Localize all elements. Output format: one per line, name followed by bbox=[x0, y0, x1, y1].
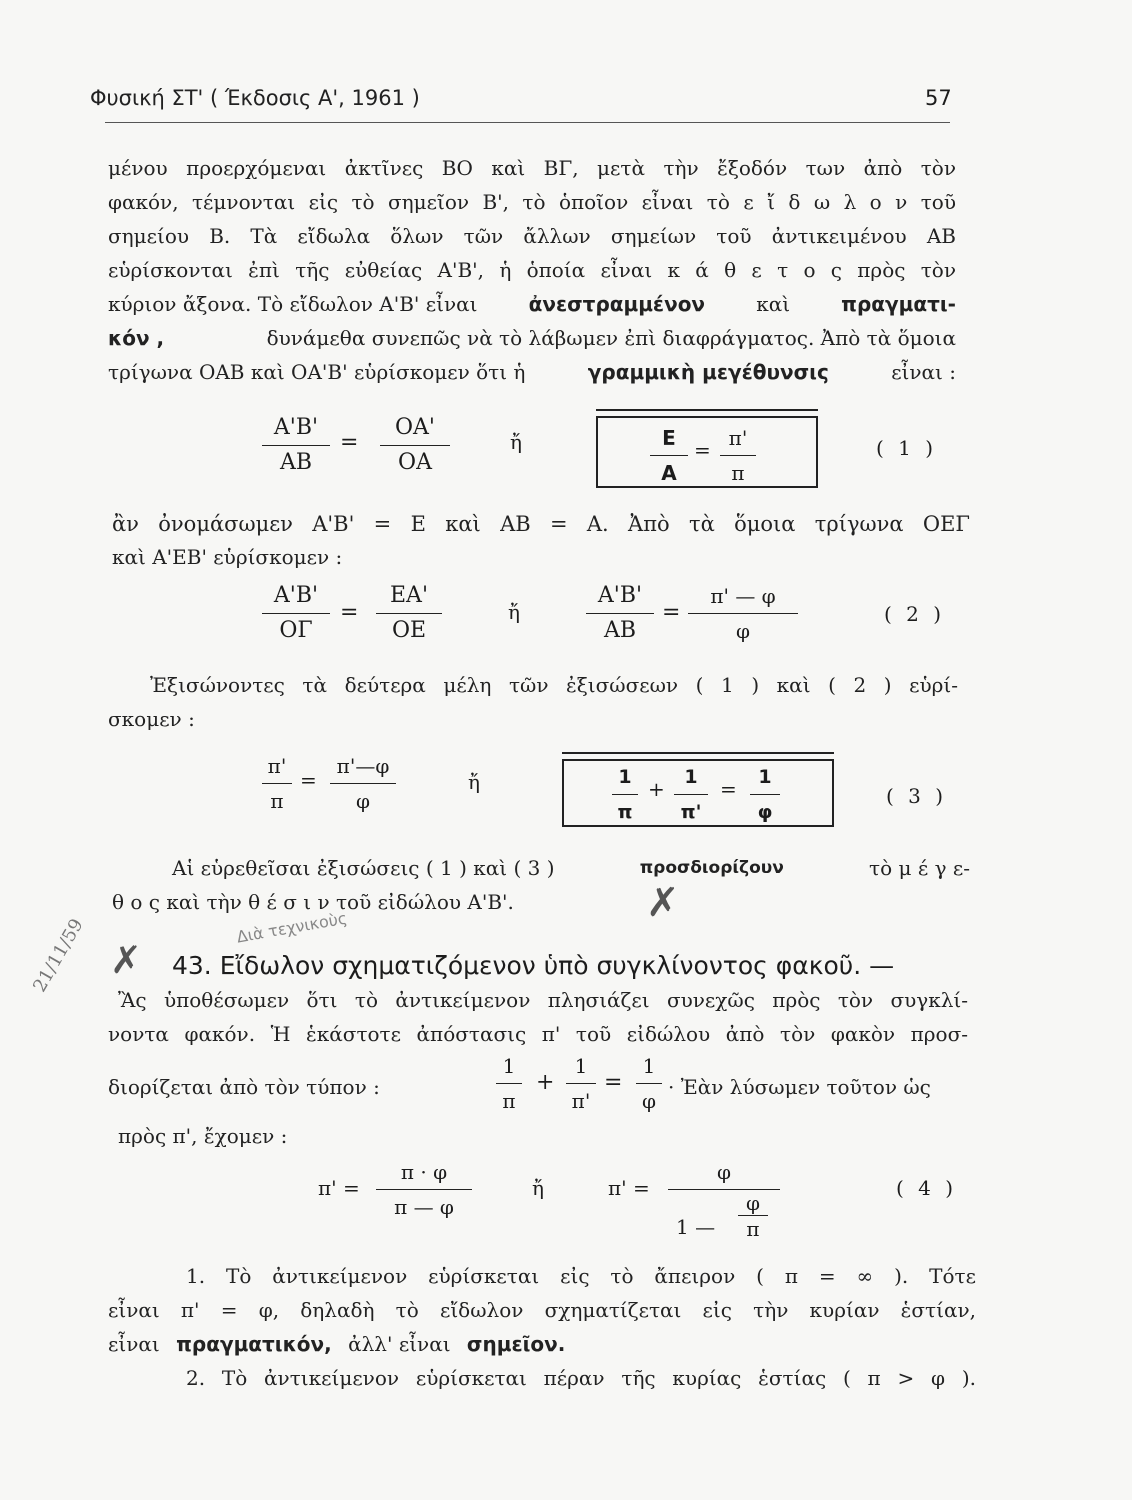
denominator: π — φ bbox=[394, 1195, 454, 1219]
page-number: 57 bbox=[925, 86, 952, 110]
text-span: τὸ μ έ γ ε- bbox=[869, 856, 970, 880]
plus-sign: + bbox=[648, 777, 665, 801]
text-span: ἀλλ' εἶναι bbox=[348, 1332, 451, 1356]
text-line: διορίζεται ἀπὸ τὸν τύπον : bbox=[108, 1075, 380, 1099]
fraction bbox=[720, 424, 756, 487]
denominator: φ bbox=[735, 619, 750, 643]
fraction bbox=[262, 752, 292, 815]
numerator: π' bbox=[267, 754, 287, 778]
text-line bbox=[108, 326, 956, 350]
denominator: ΟΑ bbox=[398, 450, 432, 475]
denominator: π bbox=[502, 1089, 516, 1113]
text-span: εἶναι bbox=[108, 1332, 160, 1356]
denominator: ΟΓ bbox=[279, 618, 313, 643]
equation-number: ( 4 ) bbox=[896, 1176, 958, 1200]
equals-sign: = bbox=[300, 768, 317, 792]
text-span: καὶ bbox=[756, 292, 791, 316]
check-mark-icon: ✗ bbox=[646, 880, 680, 926]
fraction bbox=[262, 582, 330, 645]
numerator: 1 bbox=[684, 766, 698, 788]
text-line: Ἂς ὑποθέσωμεν ὅτι τὸ ἀντικείμενον πλησιάζει συνεχῶς πρὸς τὸν συγκλί- bbox=[118, 988, 968, 1012]
plus-sign: + bbox=[536, 1070, 555, 1095]
text-line: εἶναι π' = φ, δηλαδὴ τὸ εἴδωλον σχηματίζεται εἰς τὴν κυρίαν ἑστίαν, bbox=[108, 1298, 976, 1322]
text-line: πρὸς π', ἔχομεν : bbox=[118, 1124, 288, 1148]
box-top-line bbox=[562, 752, 834, 754]
text-line bbox=[108, 1332, 565, 1356]
fraction bbox=[586, 582, 654, 645]
fraction bbox=[636, 1052, 662, 1115]
numerator: π' — φ bbox=[710, 584, 776, 608]
text-span: Αἱ εὑρεθεῖσαι ἐξισώσεις ( 1 ) καὶ ( 3 ) bbox=[172, 856, 555, 880]
numerator: φ bbox=[745, 1191, 760, 1215]
fraction bbox=[668, 1158, 780, 1253]
denominator: Α bbox=[661, 461, 677, 485]
bold-term: πραγματικόν, bbox=[176, 1332, 332, 1356]
bold-term: πραγματι- bbox=[841, 292, 956, 316]
fraction bbox=[262, 414, 330, 477]
text-line: σκομεν : bbox=[108, 707, 195, 731]
text-span: δυνάμεθα συνεπῶς νὰ τὸ λάβωμεν ἐπὶ διαφράγματος. Ἀπὸ τὰ ὅμοια bbox=[266, 326, 956, 350]
equals-sign: = bbox=[340, 600, 359, 625]
lhs-expression: π' = bbox=[318, 1176, 360, 1200]
equals-sign: = bbox=[340, 430, 359, 455]
fraction bbox=[566, 1052, 596, 1115]
numerator: π' bbox=[728, 426, 748, 450]
text-line: ἂν ὀνομάσωμεν Α'Β' = Ε καὶ ΑΒ = Α. Ἀπὸ τὰ ὅμοια τρίγωνα ΟΕΓ bbox=[112, 512, 970, 536]
text-span: τρίγωνα ΟΑΒ καὶ ΟΑ'Β' εὑρίσκομεν ὅτι ἡ bbox=[108, 360, 526, 384]
text-line: Ἐξισώνοντες τὰ δεύτερα μέλη τῶν ἐξισώσεων ( 1 ) καὶ ( 2 ) εὑρί- bbox=[150, 673, 958, 697]
denominator: ΑΒ bbox=[279, 450, 313, 475]
denominator: π bbox=[617, 801, 633, 823]
text-line: νοντα φακόν. Ἡ ἑκάστοτε ἀπόστασις π' τοῦ εἰδώλου ἀπὸ τὸν φακὸν προσ- bbox=[108, 1022, 968, 1046]
or-word: ἤ bbox=[508, 600, 520, 624]
text-span: κύριον ἄξονα. Τὸ εἴδωλον Α'Β' εἶναι bbox=[108, 292, 478, 316]
margin-date-annotation: 21/11/59 bbox=[29, 915, 88, 996]
bold-term: γραμμικὴ μεγέθυνσις bbox=[587, 360, 829, 384]
fraction bbox=[612, 763, 638, 826]
denominator: π bbox=[270, 789, 284, 813]
numerator: Α'Β' bbox=[273, 583, 319, 608]
text-span: εἶναι : bbox=[891, 360, 956, 384]
denominator-term: 1 — bbox=[676, 1215, 716, 1239]
fraction bbox=[750, 763, 780, 826]
equation-number: ( 3 ) bbox=[886, 784, 948, 808]
fraction bbox=[330, 752, 396, 815]
equals-sign: = bbox=[694, 438, 711, 462]
equals-sign: = bbox=[720, 777, 737, 801]
text-line bbox=[108, 360, 956, 384]
denominator: π' bbox=[571, 1089, 591, 1113]
fraction bbox=[376, 582, 442, 645]
text-line: μένου προερχόμεναι ἀκτῖνες ΒΟ καὶ ΒΓ, μετὰ τὴν ἔξοδόν των ἀπὸ τὸν bbox=[108, 156, 956, 180]
numerator: φ bbox=[716, 1160, 731, 1184]
text-line: εὑρίσκονται ἐπὶ τῆς εὐθείας Α'Β', ἡ ὁποία εἶναι κ ά θ ε τ ο ς πρὸς τὸν bbox=[108, 258, 956, 282]
fraction bbox=[650, 424, 688, 487]
section-heading: 43. Εἴδωλον σχηματιζόμενον ὑπὸ συγκλίνοντος φακοῦ. — bbox=[172, 951, 895, 980]
numerator: 1 bbox=[502, 1054, 516, 1078]
numerator: Α'Β' bbox=[273, 415, 319, 440]
denominator: π' bbox=[680, 801, 702, 823]
denominator: π bbox=[731, 461, 745, 485]
equals-sign: = bbox=[662, 600, 681, 625]
text-line: 1. Τὸ ἀντικείμενον εὑρίσκεται εἰς τὸ ἄπειρον ( π = ∞ ). Τότε bbox=[186, 1264, 976, 1288]
text-line: καὶ Α'ΕΒ' εὑρίσκομεν : bbox=[112, 545, 343, 569]
denominator: π bbox=[746, 1217, 760, 1241]
numerator: 1 bbox=[642, 1054, 656, 1078]
equation-number: ( 1 ) bbox=[876, 436, 938, 460]
text-line: φακόν, τέμνονται εἰς τὸ σημεῖον Β', τὸ ὁποῖον εἶναι τὸ ε ἴ δ ω λ ο ν τοῦ bbox=[108, 190, 956, 214]
numerator: Α'Β' bbox=[597, 583, 643, 608]
equals-sign: = bbox=[604, 1070, 623, 1095]
or-word: ἤ bbox=[510, 430, 522, 454]
bold-term: κόν , bbox=[108, 326, 165, 350]
numerator: 1 bbox=[758, 766, 772, 788]
fraction bbox=[376, 1158, 472, 1221]
text-line: θ ο ς καὶ τὴν θ έ σ ι ν τοῦ εἰδώλου Α'Β'. bbox=[112, 890, 514, 914]
or-word: ἤ bbox=[532, 1176, 544, 1200]
fraction bbox=[496, 1052, 522, 1115]
numerator: 1 bbox=[618, 766, 632, 788]
or-word: ἤ bbox=[468, 770, 480, 794]
lhs-expression: π' = bbox=[608, 1176, 650, 1200]
bold-term: σημεῖον. bbox=[466, 1332, 566, 1356]
numerator: π'—φ bbox=[336, 754, 390, 778]
text-line: 2. Τὸ ἀντικείμενον εὑρίσκεται πέραν τῆς κυρίας ἑστίας ( π > φ ). bbox=[186, 1366, 976, 1390]
text-line bbox=[172, 856, 970, 880]
text-line: · Ἐὰν λύσωμεν τοῦτον ὡς bbox=[668, 1075, 931, 1099]
text-line bbox=[108, 292, 956, 316]
numerator: ΕΑ' bbox=[390, 583, 428, 608]
header-rule bbox=[105, 122, 950, 123]
text-line: σημείου Β. Τὰ εἴδωλα ὅλων τῶν ἄλλων σημείων τοῦ ἀντικειμένου ΑΒ bbox=[108, 224, 956, 248]
numerator: 1 bbox=[574, 1054, 588, 1078]
fraction bbox=[674, 763, 708, 826]
bold-term: ἀνεστραμμένον bbox=[528, 292, 706, 316]
denominator: φ bbox=[355, 789, 370, 813]
running-title: Φυσική ΣΤ' ( Έκδοσις Α', 1961 ) bbox=[90, 86, 420, 110]
check-mark-icon: ✗ bbox=[110, 938, 142, 982]
denominator: ΟΕ bbox=[391, 618, 427, 643]
numerator: Ε bbox=[662, 426, 676, 450]
bold-term: προσδιορίζουν bbox=[639, 858, 784, 878]
equation-number: ( 2 ) bbox=[884, 602, 946, 626]
denominator: ΑΒ bbox=[603, 618, 637, 643]
box-top-line bbox=[596, 409, 818, 411]
denominator bbox=[668, 1193, 780, 1253]
fraction bbox=[688, 582, 798, 645]
nested-fraction bbox=[738, 1191, 768, 1242]
numerator: ΟΑ' bbox=[395, 415, 435, 440]
numerator: π · φ bbox=[400, 1160, 448, 1184]
margin-scribble: Διὰ τεχνικοὺς bbox=[235, 908, 349, 947]
fraction bbox=[380, 414, 450, 477]
denominator: φ bbox=[757, 801, 773, 823]
denominator: φ bbox=[641, 1089, 656, 1113]
